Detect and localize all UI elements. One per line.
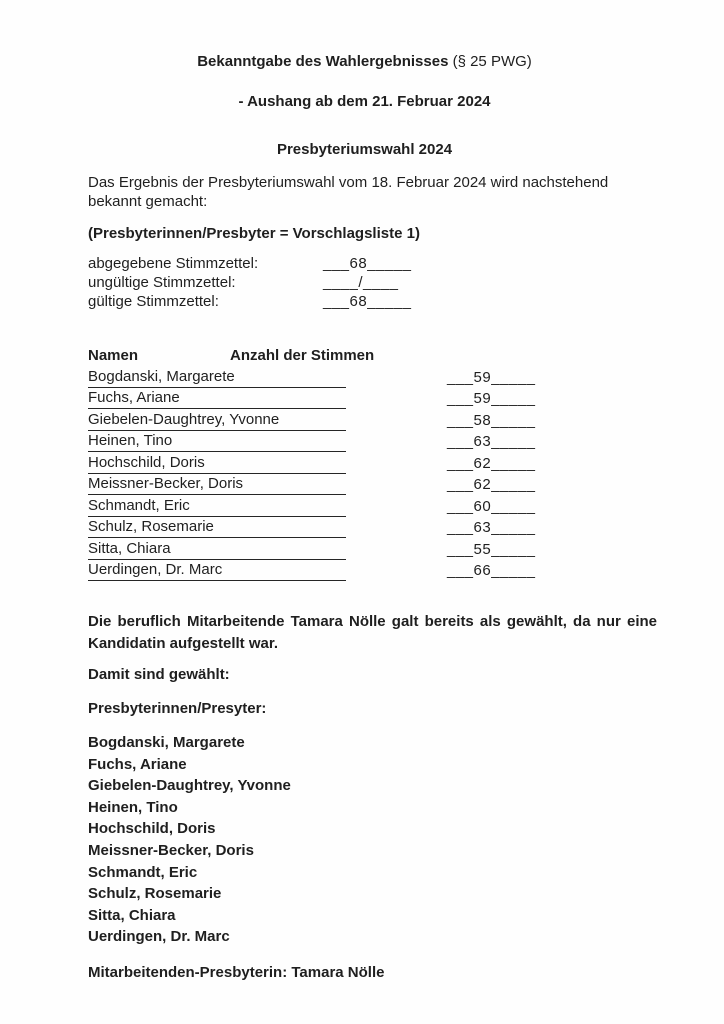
candidate-votes: ___63_____ — [447, 433, 536, 450]
table-row — [88, 538, 657, 560]
candidate-votes: ___59_____ — [447, 390, 536, 407]
list-item: Fuchs, Ariane — [88, 755, 187, 773]
elected-heading: Presbyterinnen/Presyter: — [88, 700, 267, 717]
proposal-list-note: (Presbyterinnen/Presbyter = Vorschlagsliste 1) — [88, 225, 420, 242]
elected-list — [88, 732, 657, 948]
ballot-summary — [88, 254, 657, 311]
intro-paragraph: Das Ergebnis der Presbyteriumswahl vom 18. Februar 2024 wird nachstehend bekannt gemacht: — [88, 174, 609, 210]
table-row — [88, 560, 657, 582]
list-item: Schulz, Rosemarie — [88, 885, 222, 903]
document-title-paragraph-ref: (§ 25 PWG) — [448, 53, 532, 70]
ballot-value: ____/____ — [323, 274, 399, 291]
document-title-main: Bekanntgabe des Wahlergebnisses — [197, 53, 449, 70]
candidate-votes: ___62_____ — [447, 476, 536, 493]
table-row — [88, 495, 657, 517]
section-title: Presbyteriumswahl 2024 — [276, 141, 453, 158]
list-item: Meissner-Becker, Doris — [88, 841, 254, 859]
posting-date-line: - Aushang ab dem 21. Februar 2024 — [238, 93, 491, 110]
candidate-votes: ___66_____ — [447, 562, 536, 579]
candidate-name: Uerdingen, Dr. Marc — [88, 560, 346, 581]
candidate-name: Hochschild, Doris — [88, 453, 346, 474]
ballot-row-invalid — [88, 273, 657, 292]
candidate-votes: ___55_____ — [447, 540, 536, 558]
candidate-name: Fuchs, Ariane — [88, 388, 346, 409]
candidate-name: Meissner-Becker, Doris — [88, 474, 346, 495]
table-row — [88, 431, 657, 453]
candidate-name: Bogdanski, Margarete — [88, 367, 346, 388]
elected-intro: Damit sind gewählt: — [88, 666, 230, 683]
candidate-name: Schmandt, Eric — [88, 496, 346, 517]
list-item: Schmandt, Eric — [88, 863, 198, 881]
list-item: Uerdingen, Dr. Marc — [88, 928, 230, 946]
column-header-votes: Anzahl der Stimmen — [230, 347, 375, 364]
document-title — [80, 52, 649, 71]
ballot-label: gültige Stimmzettel: — [88, 293, 219, 310]
candidate-votes: ___63_____ — [447, 519, 536, 536]
candidate-name: Sitta, Chiara — [88, 539, 346, 560]
ballot-row-valid — [88, 292, 657, 311]
candidate-name: Schulz, Rosemarie — [88, 517, 346, 538]
table-row — [88, 452, 657, 474]
table-row — [88, 388, 657, 410]
list-item: Hochschild, Doris — [88, 820, 216, 838]
table-row — [88, 517, 657, 539]
table-row — [88, 366, 657, 388]
staff-presbyter-line: Mitarbeitenden-Presbyterin: Tamara Nölle — [88, 963, 385, 981]
ballot-value: ___68_____ — [323, 293, 412, 310]
list-item: Giebelen-Daughtrey, Yvonne — [88, 777, 291, 795]
ballot-row-cast — [88, 254, 657, 273]
list-item: Heinen, Tino — [88, 798, 178, 816]
list-item: Sitta, Chiara — [88, 906, 176, 924]
candidate-votes: ___60_____ — [447, 497, 536, 515]
column-header-names: Namen — [88, 347, 139, 364]
candidate-votes: ___62_____ — [447, 454, 536, 472]
candidate-votes: ___58_____ — [447, 411, 536, 429]
table-row — [88, 409, 657, 431]
candidate-votes: ___59_____ — [447, 368, 536, 386]
results-table — [88, 346, 657, 581]
candidate-name: Giebelen-Daughtrey, Yvonne — [88, 410, 346, 431]
table-row — [88, 474, 657, 496]
candidate-name: Heinen, Tino — [88, 431, 346, 452]
list-item: Bogdanski, Margarete — [88, 734, 245, 751]
ballot-value: ___68_____ — [323, 255, 412, 272]
results-table-header — [88, 346, 657, 366]
staff-candidate-note: Die beruflich Mitarbeitende Tamara Nölle galt bereits als gewählt, da nur eine Kandidatin aufgestellt war. — [88, 613, 657, 652]
ballot-label: abgegebene Stimmzettel: — [88, 255, 259, 272]
ballot-label: ungültige Stimmzettel: — [88, 274, 236, 291]
